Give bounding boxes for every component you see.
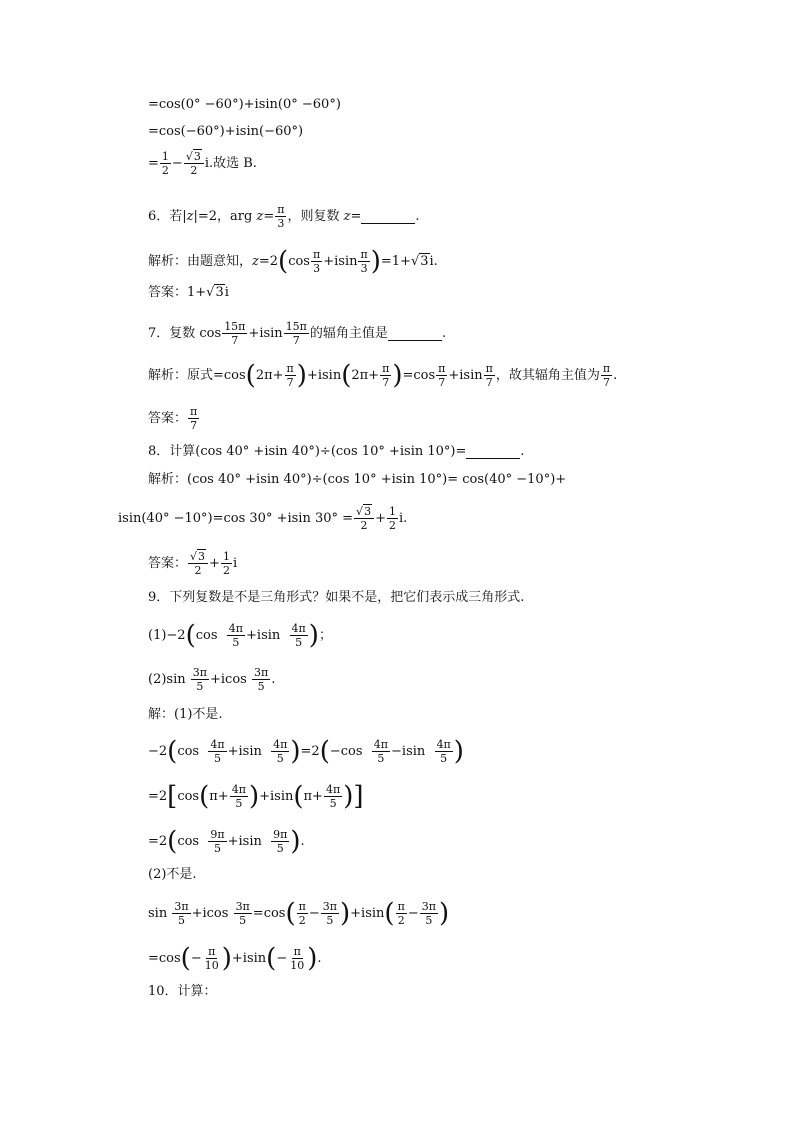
question-7: 7．复数 cos $\frac{15\pi}{7}$ +isin $\frac{15\pi}{7}$ 的辐角主值是 . [148, 320, 447, 347]
solution-line-1: =cos(0° −60°)+isin(0° −60°) [148, 97, 341, 112]
question-8: 8．计算(cos 40° +isin 40°)÷(cos 10° +isin 10°)= . [148, 444, 525, 459]
solution-9-2-label: (2)不是. [148, 867, 197, 882]
analysis-6: 解析：由题意知，z=2(cos $\frac{\pi}{3}$ +isin $\frac{\pi}{3}$ )=1+√3i. [148, 246, 438, 277]
answer-blank [361, 209, 415, 224]
solution-9-1-step-2: =2[cos(π+ $\frac{4\pi}{5}$ )+isin(π+ $\frac{4\pi}{5}$ )] [148, 781, 364, 812]
fraction: $\frac{1}{2}$ [161, 150, 169, 177]
answer-blank [466, 444, 520, 459]
analysis-7: 解析：原式=cos(2π+ $\frac{\pi}{7}$ )+isin(2π+ $\frac{\pi}{7}$ )=cos $\frac{\pi}{7}$ +isin $\frac{\pi}{7}$ ，故其辐角主值为 $\frac{\pi}{7}$ . [148, 360, 618, 391]
solution-9-1-step-1: −2(cos $\frac{4\pi}{5}$ +isin $\frac{4\pi}{5}$ )=2(−cos $\frac{4\pi}{5}$ −isin $\frac{4\pi}{5}$ ) [148, 736, 464, 767]
question-9-part-1: (1)−2(cos $\frac{4\pi}{5}$ +isin $\frac{4\pi}{5}$ )； [148, 620, 332, 651]
answer-8: 答案： $\frac{√3}{2}$ + $\frac{1}{2}$ i [148, 550, 238, 577]
solution-label: 解：(1)不是. [148, 707, 223, 722]
analysis-8-line-2: isin(40° −10°)=cos 30° +isin 30° = $\frac{√3}{2}$ + $\frac{1}{2}$ i. [118, 505, 408, 532]
question-6: 6．若|z|=2，arg z= $\frac{\pi}{3}$ ，则复数 z= . [148, 203, 420, 230]
solution-line-3: = $\frac{1}{2}$ − $\frac{√3}{2}$ i.故选 B. [148, 150, 257, 177]
question-9-part-2: (2)sin $\frac{3\pi}{5}$ +icos $\frac{3\pi}{5}$ . [148, 666, 276, 693]
question-9: 9．下列复数是不是三角形式？如果不是，把它们表示成三角形式. [148, 590, 525, 605]
solution-9-2-step-2: =cos(− $\frac{\pi}{10}$ )+isin(− $\frac{\pi}{10}$ ). [148, 943, 322, 974]
solution-line-2: =cos(−60°)+isin(−60°) [148, 124, 304, 139]
answer-blank [388, 326, 442, 341]
answer-7: 答案： $\frac{\pi}{7}$ [148, 405, 198, 432]
analysis-8-line-1: 解析：(cos 40° +isin 40°)÷(cos 10° +isin 10°)= cos(40° −10°)+ [148, 472, 567, 487]
fraction: $\frac{√3}{2}$ [184, 150, 204, 177]
solution-9-1-step-3: =2(cos $\frac{9\pi}{5}$ +isin $\frac{9\pi}{5}$ ). [148, 826, 305, 857]
question-10: 10．计算： [148, 984, 217, 999]
answer-6: 答案：1+√3i [148, 285, 229, 300]
solution-9-2-step-1: sin $\frac{3\pi}{5}$ +icos $\frac{3\pi}{5}$ =cos( $\frac{\pi}{2}$ − $\frac{3\pi}{5}$ )+isin( $\frac{\pi}{2}$ − $\frac{3\pi}{5}$ ) [148, 898, 450, 929]
